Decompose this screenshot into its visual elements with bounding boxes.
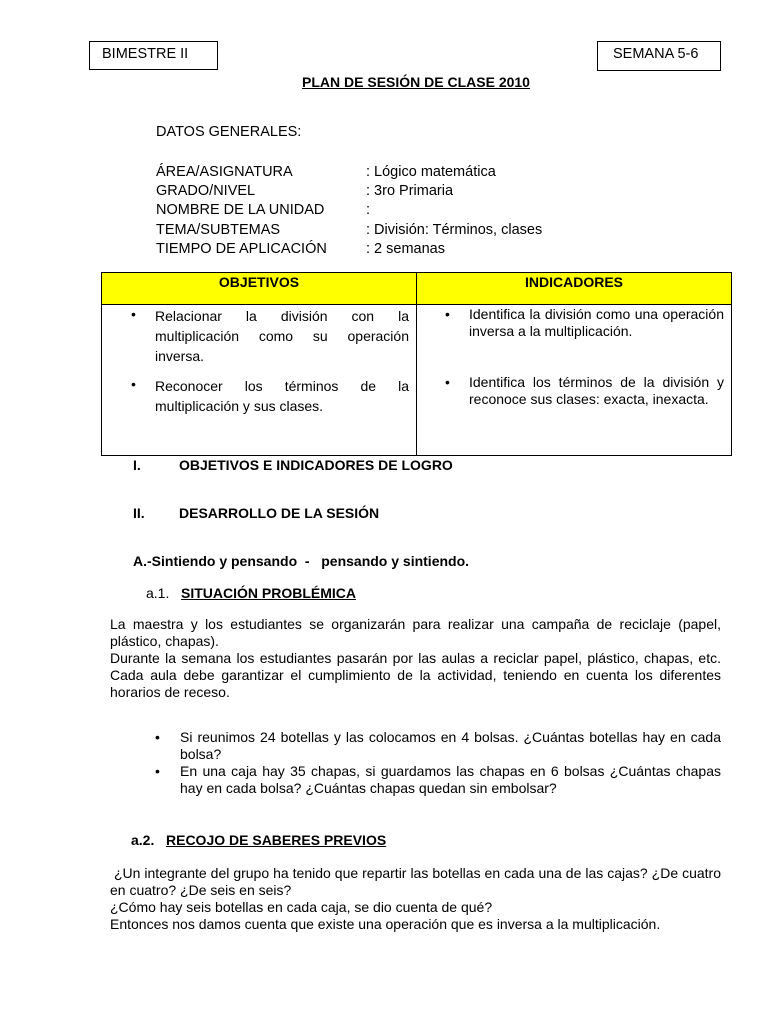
subsection-a1-title: SITUACIÓN PROBLÉMICA	[181, 585, 356, 601]
bimestre-label: BIMESTRE II	[102, 46, 189, 62]
indicador-text: Identifica los términos de la división y reconoce sus clases: exacta, inexacta.	[469, 374, 724, 407]
datos-key: TEMA/SUBTEMAS	[156, 222, 281, 238]
datos-key: GRADO/NIVEL	[156, 183, 256, 199]
objetivos-indicadores-table	[101, 272, 732, 456]
objetivo-text: Relacionar la división con la multiplicación como su operación inversa.	[155, 308, 409, 364]
subsection-a2-number: a.2.	[131, 832, 155, 848]
semana-box	[597, 41, 721, 71]
datos-generales-heading: DATOS GENERALES:	[156, 124, 302, 140]
paragraph: ¿Un integrante del grupo ha tenido que repartir las botellas en cada una de las cajas? ¿De cuatro en cuatro? ¿De seis en seis?	[110, 865, 725, 898]
bullet-icon: •	[445, 306, 450, 322]
indicador-text: Identifica la división como una operación inversa a la multiplicación.	[469, 306, 724, 339]
bimestre-box	[89, 41, 218, 70]
bullet-icon: •	[445, 374, 450, 390]
paragraph: Durante la semana los estudiantes pasarán por las aulas a reciclar papel, plástico, chapas, etc. Cada aula debe garantizar el cumplimiento de la actividad, teniendo en cuenta los diferentes horarios de receso.	[110, 650, 721, 700]
datos-value: : División: Términos, clases	[366, 222, 543, 238]
question-text: Si reunimos 24 botellas y las colocamos en 4 bolsas. ¿Cuántas botellas hay en cada bolsa?	[180, 729, 721, 762]
datos-value: :	[366, 202, 371, 218]
datos-value: : Lógico matemática	[366, 164, 496, 180]
subsection-a: A.-Sintiendo y pensando - pensando y sintiendo.	[133, 553, 470, 569]
section-title-objetivos: OBJETIVOS E INDICADORES DE LOGRO	[179, 457, 453, 473]
datos-key: TIEMPO DE APLICACIÓN	[156, 241, 327, 257]
objetivos-header: OBJETIVOS	[102, 273, 417, 305]
question-text: En una caja hay 35 chapas, si guardamos las chapas en 6 bolsas ¿Cuántas chapas hay en cada bolsa? ¿Cuántas chapas quedan sin embolsar?	[180, 763, 721, 796]
paragraph: ¿Cómo hay seis botellas en cada caja, se dio cuenta de qué?	[110, 899, 493, 915]
page-title: PLAN DE SESIÓN DE CLASE 2010	[302, 74, 530, 90]
subsection-a1-number: a.1.	[146, 585, 170, 601]
bullet-icon: •	[155, 729, 160, 745]
paragraph: Entonces nos damos cuenta que existe una operación que es inversa a la multiplicación.	[110, 916, 661, 932]
bullet-icon: •	[155, 763, 160, 779]
datos-value: : 3ro Primaria	[366, 183, 454, 199]
indicadores-cell	[417, 305, 732, 456]
section-number: I.	[133, 457, 141, 473]
semana-label: SEMANA 5-6	[613, 46, 699, 62]
table-header-row	[102, 273, 732, 305]
subsection-a2-title: RECOJO DE SABERES PREVIOS	[166, 832, 387, 848]
bullet-icon: •	[131, 306, 136, 322]
datos-key: NOMBRE DE LA UNIDAD	[156, 202, 325, 218]
indicadores-header: INDICADORES	[417, 273, 732, 305]
objetivos-cell	[102, 305, 417, 456]
bullet-icon: •	[131, 376, 136, 392]
paragraph: La maestra y los estudiantes se organizarán para realizar una campaña de reciclaje (papel, plástico, chapas).	[110, 616, 721, 649]
objetivo-text: Reconocer los términos de la multiplicación y sus clases.	[155, 378, 409, 414]
datos-key: ÁREA/ASIGNATURA	[156, 164, 293, 180]
section-title-desarrollo: DESARROLLO DE LA SESIÓN	[179, 505, 380, 521]
section-number: II.	[133, 505, 145, 521]
datos-value: : 2 semanas	[366, 241, 445, 257]
table-row	[102, 305, 732, 456]
